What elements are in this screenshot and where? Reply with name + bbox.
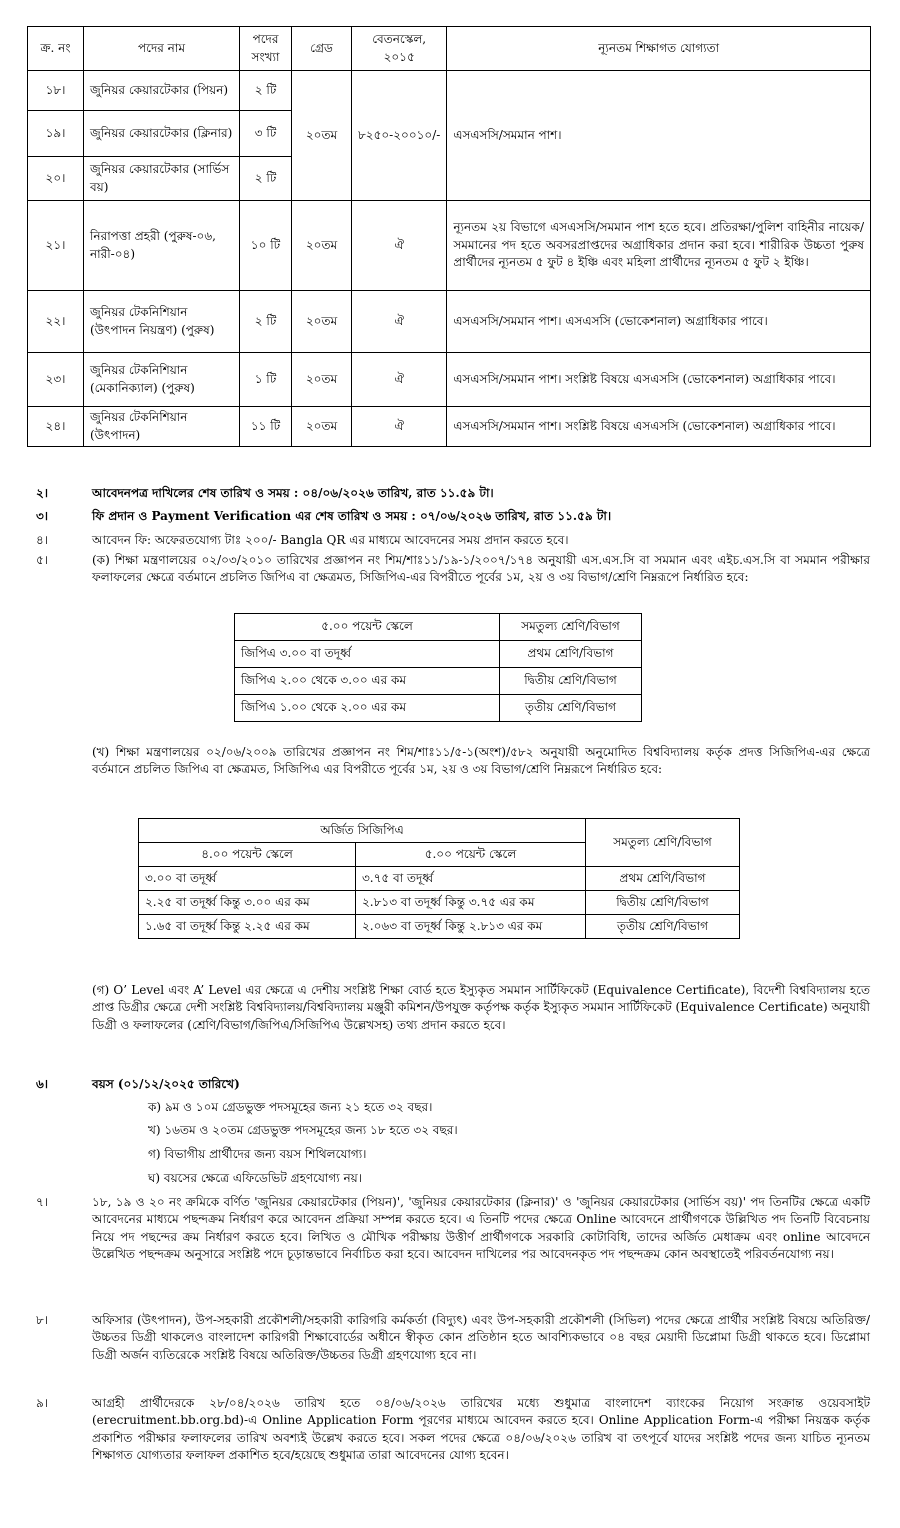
item-text: ফি প্রদান ও Payment Verification এর শেষ তারিখ ও সময় : ০৭/০৬/২০২৬ তারিখ, রাত ১১.৫৯ টা। — [92, 509, 612, 523]
row-post-count: ১ টি — [240, 353, 292, 407]
item-caretaker-preference — [36, 1194, 870, 1264]
row-post-name: জুনিয়র কেয়ারটেকার (ক্লিনার) — [84, 111, 240, 157]
row-pay-scale: ঐ — [352, 407, 447, 447]
cgpa-5-range: ২.০৬৩ বা তদূর্ধ্ব কিন্তু ২.৮১৩ এর কম — [356, 915, 586, 939]
row-grade: ২০তম — [292, 353, 352, 407]
row-serial: ১৮। — [28, 71, 84, 111]
row-post-count: ২ টি — [240, 157, 292, 201]
equivalent-class: তৃতীয় শ্রেণি/বিভাগ — [500, 695, 642, 722]
table-row — [28, 353, 871, 407]
row-post-count: ২ টি — [240, 71, 292, 111]
table-row — [235, 668, 642, 695]
row-grade: ২০তম — [292, 201, 352, 291]
age-rule-a: ক) ৯ম ও ১০ম গ্রেডভুক্ত পদসমূহের জন্য ২১ হতে ৩২ বছর। — [148, 1100, 433, 1114]
header-4-point-scale: ৪.০০ পয়েন্ট স্কেলে — [139, 843, 356, 867]
table-row — [28, 201, 871, 291]
row-post-name: জুনিয়র কেয়ারটেকার (পিয়ন) — [84, 71, 240, 111]
row-serial: ২৪। — [28, 407, 84, 447]
row-pay-scale: ঐ — [352, 353, 447, 407]
row-post-name: জুনিয়র টেকনিশিয়ান (মেকানিক্যাল) (পুরুষ) — [84, 353, 240, 407]
row-qualification: এসএসসি/সমমান পাশ। সংশ্লিষ্ট বিষয়ে এসএসসি (ভোকেশনাল) অগ্রাধিকার পাবে। — [447, 407, 871, 447]
cgpa-equivalence-table — [138, 818, 740, 939]
row-post-name: জুনিয়র কেয়ারটেকার (সার্ভিস বয়) — [84, 157, 240, 201]
item-number: ৪। — [36, 533, 49, 547]
header-qualification: ন্যূনতম শিক্ষাগত যোগ্যতা — [447, 27, 871, 71]
row-post-count: ২ টি — [240, 291, 292, 353]
row-post-name: নিরাপত্তা প্রহরী (পুরুষ-০৬, নারী-০৪) — [84, 201, 240, 291]
item-cgpa-note: (খ) শিক্ষা মন্ত্রণালয়ের ০২/০৬/২০০৯ তারিখের প্রজ্ঞাপন নং শিম/শাঃ১১/৫-১(অংশ)/৫৮২ অনুযায়ী অনুমোদিত বিশ্ববিদ্যালয় কর্তৃক প্রদত্ত সিজিপিএ-এর ক্ষেত্রে বর্তমানে প্রচলিত জিপিএ বা ক্ষেত্রমত, সিজিপিএ এর বিপরীতে পূর্বের ১ম, ২য় ও ৩য় বিভাগ/শ্রেণি নিম্নরূপে নির্ধারিত হবে: — [92, 745, 870, 777]
equivalent-class: প্রথম শ্রেণি/বিভাগ — [500, 641, 642, 668]
row-qualification: এসএসসি/সমমান পাশ। সংশ্লিষ্ট বিষয়ে এসএসসি (ভোকেশনাল) অগ্রাধিকার পাবে। — [447, 353, 871, 407]
cgpa-4-range: ২.২৫ বা তদূর্ধ্ব কিন্তু ৩.০০ এর কম — [139, 891, 356, 915]
header-grade: গ্রেড — [292, 27, 352, 71]
cgpa-5-range: ৩.৭৫ বা তদূর্ধ্ব — [356, 867, 586, 891]
merged-pay-scale: ৮২৫০-২০০১০/- — [352, 71, 447, 201]
header-5-point-scale: ৫.০০ পয়েন্ট স্কেলে — [356, 843, 586, 867]
cgpa-4-range: ৩.০০ বা তদূর্ধ্ব — [139, 867, 356, 891]
table-header-row — [28, 27, 871, 71]
table-row — [139, 915, 740, 939]
header-cgpa-group: অর্জিত সিজিপিএ — [139, 819, 586, 843]
item-number: ৭। — [36, 1195, 49, 1209]
cgpa-4-range: ১.৬৫ বা তদূর্ধ্ব কিন্তু ২.২৫ এর কম — [139, 915, 356, 939]
header-equivalent-class: সমতুল্য শ্রেণি/বিভাগ — [586, 819, 740, 867]
item-number: ২। — [36, 486, 49, 500]
gpa-range: জিপিএ ৩.০০ বা তদূর্ধ্ব — [235, 641, 500, 668]
row-post-count: ৩ টি — [240, 111, 292, 157]
item-number: ৮। — [36, 1313, 49, 1327]
item-text: (ক) শিক্ষা মন্ত্রণালয়ের ০২/০৩/২০১০ তারিখের প্রজ্ঞাপন নং শিম/শাঃ১১/১৯-১/২০০৭/১৭৪ অনুযায়ী এস.এস.সি বা সমমান এবং এইচ.এস.সি বা সমমান পরীক্ষার ফলাফলের ক্ষেত্রে বর্তমানে প্রচলিত জিপিএ বা ক্ষেত্রমত, সিজিপিএ-এর বিপরীতে পূর্বের ১ম, ২য় ও ৩য় বিভাগ/শ্রেণি নিম্নরূপে নির্ধারিত হবে: — [92, 553, 870, 585]
age-rule-d: ঘ) বয়সের ক্ষেত্রে এফিডেভিট গ্রহণযোগ্য নয়। — [148, 1171, 363, 1185]
row-serial: ২০। — [28, 157, 84, 201]
merged-grade: ২০তম — [292, 71, 352, 201]
row-serial: ২৩। — [28, 353, 84, 407]
item-text: অফিসার (উৎপাদন), উপ-সহকারী প্রকৌশলী/সহকারী কারিগরি কর্মকর্তা (বিদ্যুৎ) এবং উপ-সহকারী প্রকৌশলী (সিভিল) পদের ক্ষেত্রে প্রার্থীর সংশ্লিষ্ট বিষয়ে অতিরিক্ত/উচ্চতর ডিগ্রী থাকলেও বাংলাদেশ কারিগরী শিক্ষাবোর্ডের অধীনে স্বীকৃত কোন প্রতিষ্ঠান হতে আবশ্যিকভাবে ০৪ বছর মেয়াদী ডিপ্লোমা ডিগ্রী থাকতে হবে। ডিপ্লোমা ডিগ্রী অর্জন ব্যতিরেকে সংশ্লিষ্ট বিষয়ে অতিরিক্ত/উচ্চতর ডিগ্রী গ্রহণযোগ্য হবে না। — [92, 1313, 870, 1362]
equivalent-class: প্রথম শ্রেণি/বিভাগ — [586, 867, 740, 891]
table-header-row — [139, 819, 740, 843]
posts-table — [27, 26, 871, 447]
row-post-name: জুনিয়র টেকনিশিয়ান (উৎপাদন) — [84, 407, 240, 447]
header-post-name: পদের নাম — [84, 27, 240, 71]
table-row — [139, 891, 740, 915]
row-qualification: এসএসসি/সমমান পাশ। এসএসসি (ভোকেশনাল) অগ্রাধিকার পাবে। — [447, 291, 871, 353]
item-text: আবেদনপত্র দাখিলের শেষ তারিখ ও সময় : ০৪/০৬/২০২৬ তারিখ, রাত ১১.৫৯ টা। — [92, 486, 494, 500]
table-row — [235, 641, 642, 668]
header-serial: ক্র. নং — [28, 27, 84, 71]
item-diploma-requirement — [36, 1312, 870, 1364]
equivalent-class: দ্বিতীয় শ্রেণি/বিভাগ — [586, 891, 740, 915]
gpa-range: জিপিএ ২.০০ থেকে ৩.০০ এর কম — [235, 668, 500, 695]
header-pay-scale: বেতনস্কেল, ২০১৫ — [352, 27, 447, 71]
table-row — [139, 867, 740, 891]
header-equivalent-class: সমতুল্য শ্রেণি/বিভাগ — [500, 614, 642, 641]
age-rule-b: খ) ১৬তম ও ২০তম গ্রেডভুক্ত পদসমূহের জন্য ১৮ হতে ৩২ বছর। — [148, 1123, 458, 1137]
item-application-deadline — [36, 485, 870, 502]
item-online-application — [36, 1395, 870, 1465]
row-post-name: জুনিয়র টেকনিশিয়ান (উৎপাদন নিয়ন্ত্রণ) (পুরুষ) — [84, 291, 240, 353]
row-pay-scale: ঐ — [352, 201, 447, 291]
row-serial: ২২। — [28, 291, 84, 353]
merged-qualification: এসএসসি/সমমান পাশ। — [447, 71, 871, 201]
row-post-count: ১১ টি — [240, 407, 292, 447]
item-number: ৯। — [36, 1396, 49, 1410]
table-row — [28, 291, 871, 353]
equivalent-class: দ্বিতীয় শ্রেণি/বিভাগ — [500, 668, 642, 695]
gpa-range: জিপিএ ১.০০ থেকে ২.০০ এর কম — [235, 695, 500, 722]
table-row — [28, 71, 871, 111]
row-pay-scale: ঐ — [352, 291, 447, 353]
row-grade: ২০তম — [292, 291, 352, 353]
table-header-row — [235, 614, 642, 641]
item-age-limit — [36, 1076, 870, 1093]
equivalent-class: তৃতীয় শ্রেণি/বিভাগ — [586, 915, 740, 939]
item-text: আগ্রহী প্রার্থীদেরকে ২৮/০৪/২০২৬ তারিখ হতে ০৪/০৬/২০২৬ তারিখের মধ্যে শুধুমাত্র বাংলাদেশ ব্যাংকের নিয়োগ সংক্রান্ত ওয়েবসাইট (erecruitment.bb.org.bd)-এ Online Application Form পূরণের মাধ্যমে আবেদন করতে হবে। Online Application Form-এ পরীক্ষা নিয়ন্ত্রক কর্তৃক প্রকাশিত পরীক্ষার ফলাফলের তারিখ অবশ্যই উল্লেখ করতে হবে। সকল পদের ক্ষেত্রে ০৪/০৬/২০২৬ তারিখ বা তৎপূর্বে যাদের সংশ্লিষ্ট পদের জন্য যাচিত ন্যূনতম শিক্ষাগত যোগ্যতার ফলাফল প্রকাশিত হবে/হয়েছে শুধুমাত্র তারা আবেদনের যোগ্য হবেন। — [92, 1396, 870, 1463]
item-olevel-note: (গ) O’ Level এবং A’ Level এর ক্ষেত্রে এ দেশীয় সংশ্লিষ্ট শিক্ষা বোর্ড হতে ইস্যুকৃত সমমান সার্টিফিকেট (Equivalence Certificate), বিদেশী বিশ্ববিদ্যালয় হতে প্রাপ্ত ডিগ্রীর ক্ষেত্রে দেশী সংশ্লিষ্ট বিশ্ববিদ্যালয়/বিশ্ববিদ্যালয় মঞ্জুরী কমিশন/উপযুক্ত কর্তৃপক্ষ কর্তৃক ইস্যুকৃত সমমান সার্টিফিকেট (Equivalence Certificate) অনুযায়ী ডিগ্রী ও ফলাফলের (শ্রেণি/বিভাগ/জিপিএ/সিজিপিএ উল্লেখসহ) তথ্য প্রদান করতে হবে। — [92, 983, 870, 1032]
row-serial: ১৯। — [28, 111, 84, 157]
row-post-count: ১০ টি — [240, 201, 292, 291]
item-text: ১৮, ১৯ ও ২০ নং ক্রমিকে বর্ণিত 'জুনিয়র কেয়ারটেকার (পিয়ন)', 'জুনিয়র কেয়ারটেকার (ক্লিনার)' ও 'জুনিয়র কেয়ারটেকার (সার্ভিস বয়)' পদ তিনটির ক্ষেত্রে একটি আবেদনের মাধ্যমে পছন্দক্রম নির্ধারণ করে আবেদন প্রক্রিয়া সম্পন্ন করতে হবে। এ তিনটি পদের ক্ষেত্রে Online আবেদনে প্রার্থীগণকে উল্লিখিত পদ তিনটি বিবেচনায় নিয়ে পদ পছন্দের ক্রম নির্ধারণ করতে হবে। লিখিত ও মৌখিক পরীক্ষায় উত্তীর্ণ প্রার্থীগণকে সরকারি কোটাবিধি, তাদের অর্জিত মেধাক্রম এবং online আবেদনে উল্লেখিত পছন্দক্রম অনুসারে সংশ্লিষ্ট পদে চূড়ান্তভাবে নির্বাচিত করা হবে। আবেদন দাখিলের পর আবেদনকৃত পদ পছন্দক্রম কোন অবস্থাতেই পরিবর্তনযোগ্য নয়। — [92, 1195, 870, 1262]
item-payment-deadline — [36, 508, 870, 525]
row-grade: ২০তম — [292, 407, 352, 447]
item-number: ৫। — [36, 553, 49, 567]
gpa-equivalence-table — [234, 613, 642, 722]
row-serial: ২১। — [28, 201, 84, 291]
header-post-count: পদের সংখ্যা — [240, 27, 292, 71]
item-gpa-equivalence — [36, 552, 870, 587]
age-rule-c: গ) বিভাগীয় প্রার্থীদের জন্য বয়স শিথিলযোগ্য। — [148, 1147, 367, 1161]
row-qualification: ন্যূনতম ২য় বিভাগে এসএসসি/সমমান পাশ হতে হবে। প্রতিরক্ষা/পুলিশ বাহিনীর নায়েক/সমমানের পদ হতে অবসরপ্রাপ্তদের অগ্রাধিকার প্রদান করা হবে। শারীরিক উচ্চতা পুরুষ প্রার্থীদের ন্যূনতম ৫ ফুট ৪ ইঞ্চি এবং মহিলা প্রার্থীদের ন্যূনতম ৫ ফুট ২ ইঞ্চি। — [447, 201, 871, 291]
item-text: আবেদন ফি: অফেরতযোগ্য টাঃ ২০০/- Bangla QR এর মাধ্যমে আবেদনের সময় প্রদান করতে হবে। — [92, 533, 569, 547]
cgpa-5-range: ২.৮১৩ বা তদূর্ধ্ব কিন্তু ৩.৭৫ এর কম — [356, 891, 586, 915]
item-number: ৩। — [36, 509, 49, 523]
table-row — [235, 695, 642, 722]
header-gpa-scale: ৫.০০ পয়েন্ট স্কেলে — [235, 614, 500, 641]
item-text: বয়স (০১/১২/২০২৫ তারিখে) — [92, 1077, 240, 1091]
table-row — [28, 407, 871, 447]
item-application-fee — [36, 532, 870, 549]
item-number: ৬। — [36, 1077, 49, 1091]
